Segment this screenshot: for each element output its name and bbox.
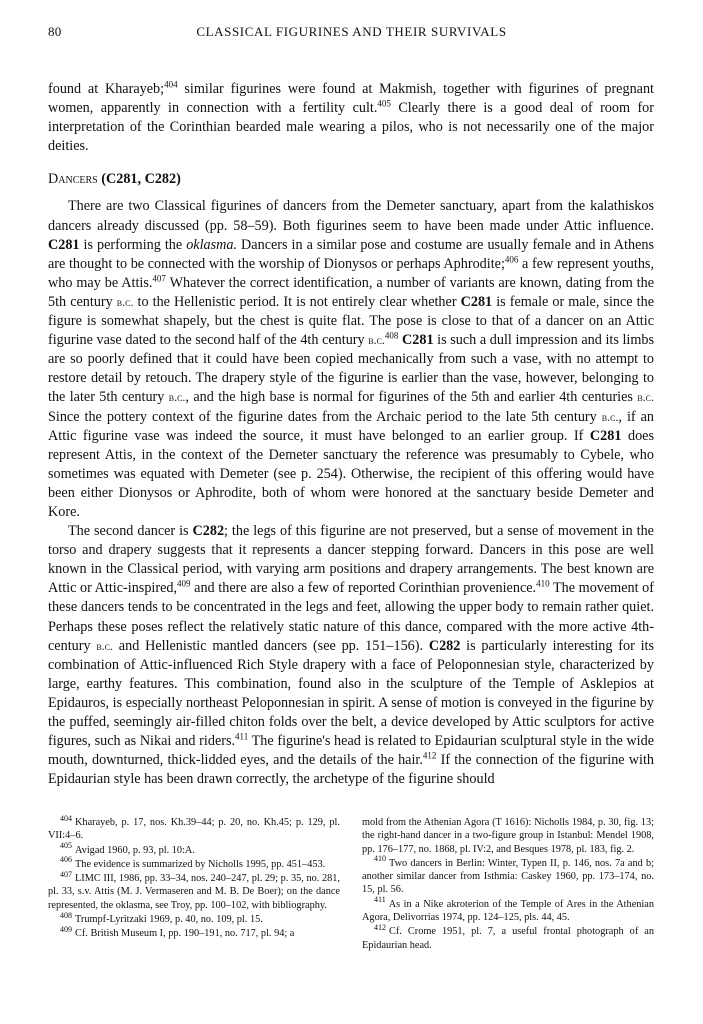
page-number: 80 — [48, 24, 62, 39]
footnote: $^{404}$ Kharayeb, p. 17, nos. Kh.39–44; p. 20, no. Kh.45; p. 129, pl. VII:4–6. — [48, 813, 340, 842]
page-header — [48, 24, 655, 40]
section-heading: Dancers (C281, C282) — [48, 171, 181, 188]
paragraph: The second dancer is C282; the legs of this figurine are not preserved, but a sense of movement in the torso and drapery suggests that it represents a dancer stepping forward. Dancers in this pose are well known in the Classical period, with varying arm positions and drapery arrangements. The best known are Attic or Attic-inspired,$^{409}$ and there are also a few of reported Corinthian provenience.$^{410}$ The movement of these dancers tends to be concentrated in the legs and feet, allowing the upper body to remain rather quiet. Perhaps these poses reflect the relatively static nature of this dance, compared with the more active 4th-century b.c. and Hellenistic mantled dancers (see pp. 151–156). C282 is particularly interesting for its combination of Attic-influenced Rich Style drapery with a face of Peloponnesian style, characterized by large, earthy features. This combination, found also in the sculpture of the Temple of Asklepios at Epidauros, is especially northeast Peloponnesian in spirit. A sense of motion is conveyed in the figurine by the puffed, seemingly air-filled chiton folds over the belt, a device developed by Attic sculptors for active figures, such as Nikai and riders.$^{411}$ The figurine's head is related to Epidaurian sculptural style in the wide mouth, downturned, thick-lidded eyes, and the details of the hair.$^{412}$ If the connection of the figurine with Epidaurian style has been drawn correctly, the archetype of the figurine should — [48, 523, 655, 788]
footnote: $^{406}$ The evidence is summarized by Nicholls 1995, pp. 451–453. — [60, 855, 326, 870]
footnote: $^{412}$ Cf. Crome 1951, pl. 7, a useful frontal photograph of an Epidaurian head. — [362, 922, 654, 951]
footnote-continued: mold from the Athenian Agora (T 1616): Nicholls 1984, p. 30, fig. 13; the right-hand dancer in a two-figure group in Istanbul: Mendel 1908, pp. 176–177, no. 1868, pl. IV:2, and Besques 1978, pl. 183, fig. 2. — [362, 817, 654, 855]
footnotes — [48, 813, 654, 953]
running-title: CLASSICAL FIGURINES AND THEIR SURVIVALS — [196, 24, 507, 39]
footnote: $^{411}$ As in a Nike akroterion of the Temple of Ares in the Athenian Agora, Delivorrias 1974, pp. 124–125, pls. 44, 45. — [362, 895, 654, 924]
footnote: $^{408}$ Trumpf-Lyritzaki 1969, p. 40, no. 109, pl. 15. — [60, 910, 263, 926]
footnotes-right — [362, 816, 654, 953]
paragraph: found at Kharayeb;$^{404}$ similar figurines were found at Makmish, together with figurines of pregnant women, apparently in connection with a fertility cult.$^{405}$ Clearly there is a good deal of room for interpretation of the Corinthian bearded male wearing a pilos, who is not necessarily one of the major deities. — [48, 79, 655, 155]
footnote: $^{405}$ Avigad 1960, p. 93, pl. 10:A. — [60, 841, 195, 856]
footnotes-left — [48, 813, 340, 953]
footnote: $^{410}$ Two dancers in Berlin: Winter, Typen II, p. 146, nos. 7a and b; another similar dancer from Isthmia: Caskey 1960, pp. 173–174, no. 15, pl. 56. — [362, 854, 654, 896]
paragraph: There are two Classical figurines of dancers from the Demeter sanctuary, apart from the kalathiskos dancers already discussed (pp. 58–59). Both figurines seem to have been made under Attic influence. C281 is performing the oklasma. Dancers in a similar pose and costume are usually female and in Athens are thought to be connected with the worship of Dionysos or perhaps Aphrodite;$^{406}$ a few represent youths, who may be Attis.$^{407}$ Whatever the correct identification, a number of variants are known, dating from the 5th century b.c. to the Hellenistic period. It is not entirely clear whether C281 is female or male, since the figure is somewhat shapely, but the chest is quite flat. The pose is close to that of a dancer on an Attic figurine vase dated to the second half of the 4th century b.c.$^{408}$ C281 is such a dull impression and its limbs are so poorly defined that it could have been copied mechanically from such a vase, with no attempt to restore detail by retouch. The drapery style of the figurine is earlier than the vase, however, belonging to the later 5th century b.c., and the high base is normal for figurines of the 5th and earlier 4th centuries b.c. Since the pottery context of the figurine dates from the Archaic period to the late 5th century b.c., if an Attic figurine vase was indeed the source, it must have belonged to an earlier group. If C281 does represent Attis, in the context of the Demeter sanctuary the reference was presumably to Cybele, who sometimes was equated with Demeter (see p. 254). Otherwise, the recipient of this offering would have been either Dionysos or Aphrodite, both of whom were honored at the sanctuary beside Demeter and Kore. — [48, 198, 655, 520]
main-text — [48, 80, 654, 789]
footnote: $^{409}$ Cf. British Museum I, pp. 190–191, no. 717, pl. 94; a — [60, 924, 295, 940]
footnote: $^{407}$ LIMC III, 1986, pp. 33–34, nos. 240–247, pl. 29; p. 35, no. 281, pl. 33, s.v. Attis (M. J. Vermaseren and M. B. De Boer); on the dance represented, the oklasma, see Troy, pp. 100–102, with bibliography. — [48, 869, 340, 911]
